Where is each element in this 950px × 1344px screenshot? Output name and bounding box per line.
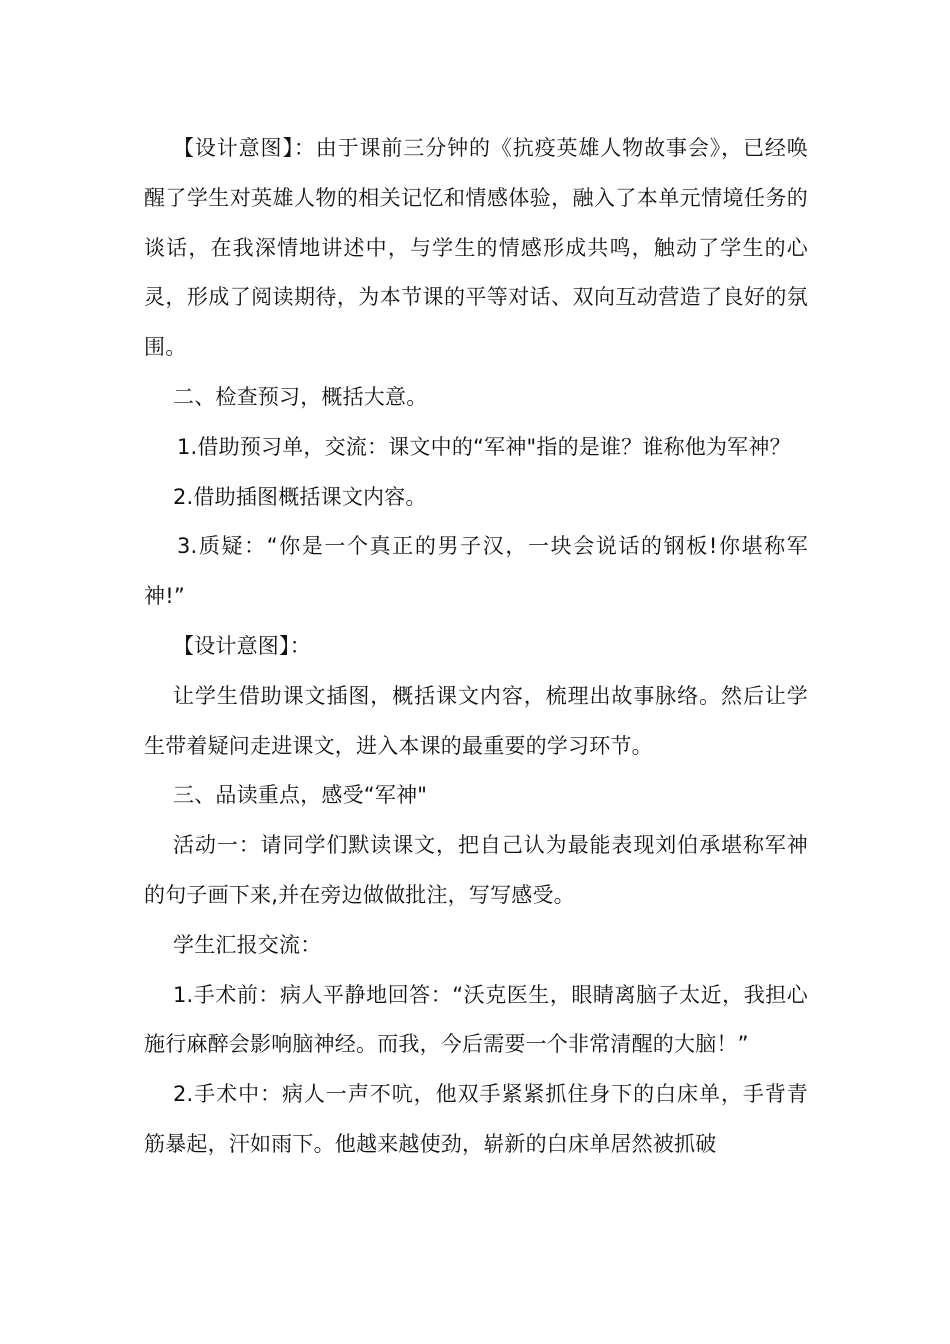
design-intent-paragraph-2: 让学生借助课文插图，概括课文内容，梳理出故事脉络。然后让学生带着疑问走进课文，进入本课的最重要的学习环节。 — [144, 683, 808, 758]
section-heading-preview-check: 二、检查预习，概括大意。 — [173, 384, 428, 409]
preview-item-3: 3.质疑：“你是一个真正的男子汉，一块会说话的钢板!你堪称军神!” — [144, 534, 808, 609]
design-intent-heading-2: 【设计意图】： — [173, 633, 311, 658]
student-report-heading: 学生汇报交流： — [173, 932, 322, 957]
activity-one-paragraph: 活动一：请同学们默读课文，把自己认为最能表现刘伯承堪称军神的句子画下来,并在旁边做做批注，写写感受。 — [144, 833, 808, 907]
preview-item-1: 1.借助预习单，交流：课文中的“军神"指的是谁？谁称他为军神？ — [177, 434, 791, 459]
preview-item-2: 2.借助插图概括课文内容。 — [173, 484, 427, 509]
document-page — [144, 124, 808, 1170]
report-item-before-surgery: 1.手术前：病人平静地回答：“沃克医生，眼睛离脑子太近，我担心施行麻醉会影响脑神经。而我，今后需要一个非常清醒的大脑！” — [144, 982, 808, 1057]
report-item-during-surgery: 2.手术中：病人一声不吭，他双手紧紧抓住身下的白床单，手背青筋暴起，汗如雨下。他越来越使劲，崭新的白床单居然被抓破 — [144, 1082, 808, 1156]
design-intent-paragraph-1: 【设计意图】：由于课前三分钟的《抗疫英雄人物故事会》，已经唤醒了学生对英雄人物的相关记忆和情感体验，融入了本单元情境任务的谈话，在我深情地讲述中，与学生的情感形成共鸣，触动了学生的心灵，形成了阅读期待，为本节课的平等对话、双向互动营造了良好的氛围。 — [144, 136, 808, 360]
section-heading-key-reading: 三、品读重点，感受“军神" — [173, 783, 428, 808]
